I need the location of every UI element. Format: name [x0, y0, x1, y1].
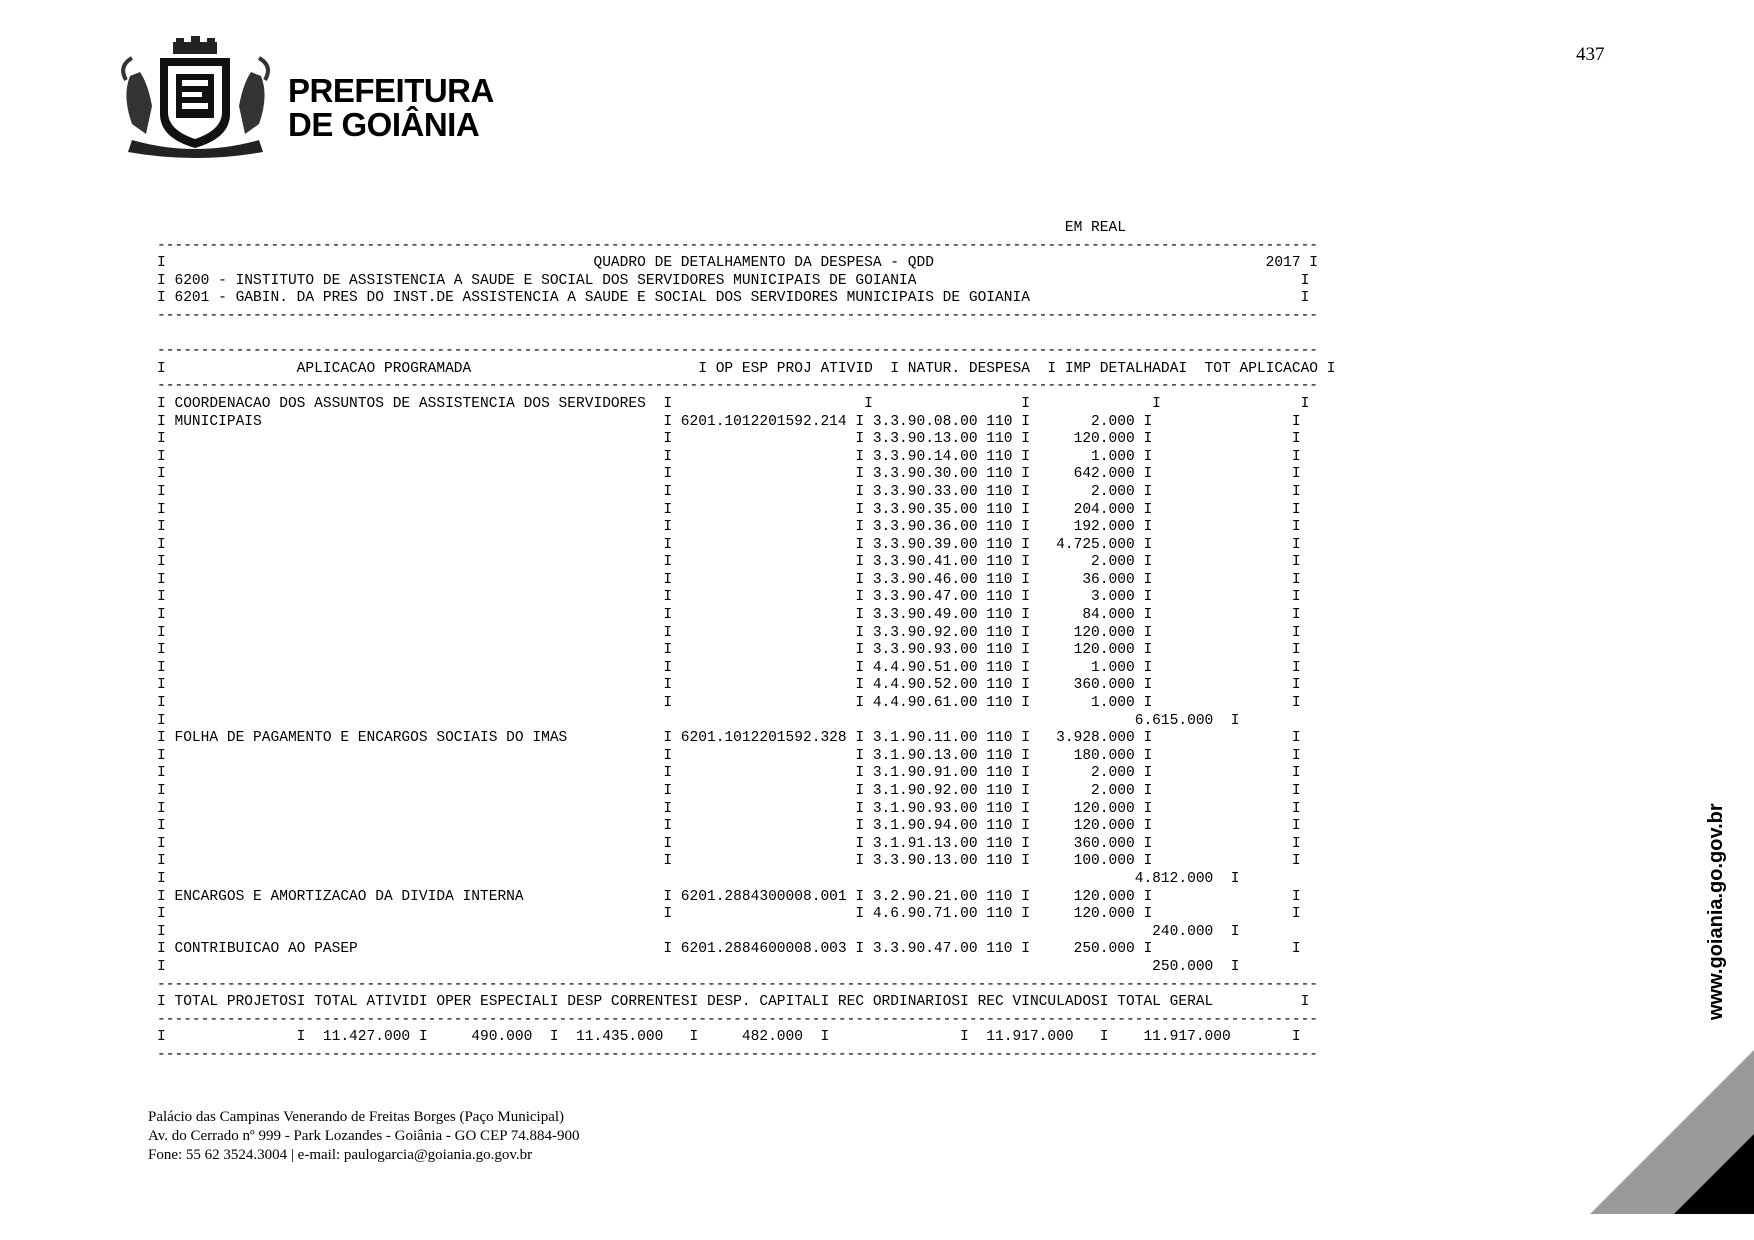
report-line: I 4.812.000 I [157, 870, 1240, 887]
footer-line-1: Palácio das Campinas Venerando de Freitas Borges (Paço Municipal) [148, 1109, 565, 1125]
report-line: I I I 3.3.90.30.00 110 I 642.000 I I [157, 466, 1301, 483]
prefeitura-logo-text [288, 74, 494, 142]
footer-address [148, 1108, 580, 1165]
report-line: I 6201 - GABIN. DA PRES DO INST.DE ASSISTENCIA A SAUDE E SOCIAL DOS SERVIDORES MUNICIPAIS DE GOIANIA I [157, 290, 1310, 307]
report-line: I I I 3.3.90.49.00 110 I 84.000 I I [157, 607, 1301, 624]
report-line: I I I 3.3.90.93.00 110 I 120.000 I I [157, 642, 1301, 659]
report-line: I APLICACAO PROGRAMADA I OP ESP PROJ ATIVID I NATUR. DESPESA I IMP DETALHADAI TOT APLICACAO I [157, 360, 1336, 377]
report-line: I MUNICIPAIS I 6201.1012201592.214 I 3.3.90.08.00 110 I 2.000 I I [157, 413, 1301, 430]
report-line: I I I 4.4.90.51.00 110 I 1.000 I I [157, 659, 1301, 676]
report-line: I I I 3.3.90.47.00 110 I 3.000 I I [157, 589, 1301, 606]
report-line: ------------------------------------------------------------------------------------------------------------------------------------- [157, 378, 1319, 395]
report-line: I QUADRO DE DETALHAMENTO DA DESPESA - QDD 2017 I [157, 255, 1319, 272]
report-line: I I I 3.3.90.13.00 110 I 100.000 I I [157, 853, 1301, 870]
report-line: I TOTAL PROJETOSI TOTAL ATIVIDI OPER ESPECIALI DESP CORRENTESI DESP. CAPITALI REC ORDINARIOSI REC VINCULADOSI TOTAL GERAL I [157, 994, 1310, 1011]
report-line: I I I 3.3.90.36.00 110 I 192.000 I I [157, 519, 1301, 536]
report-line: I I I 3.3.90.14.00 110 I 1.000 I I [157, 448, 1301, 465]
report-line: I COORDENACAO DOS ASSUNTOS DE ASSISTENCIA DOS SERVIDORES I I I I I [157, 395, 1310, 412]
report-line: I 240.000 I [157, 923, 1240, 940]
report-line: I 6.615.000 I [157, 712, 1240, 729]
report-line: I FOLHA DE PAGAMENTO E ENCARGOS SOCIAIS DO IMAS I 6201.1012201592.328 I 3.1.90.11.00 110 I 3.928.000 I I [157, 730, 1301, 747]
report-line: EM REAL [157, 220, 1126, 236]
report-line: I I I 4.4.90.52.00 110 I 360.000 I I [157, 677, 1301, 694]
report-line: I ENCARGOS E AMORTIZACAO DA DIVIDA INTERNA I 6201.2884300008.001 I 3.2.90.21.00 110 I 120.000 I I [157, 888, 1301, 905]
report-line: I 6200 - INSTITUTO DE ASSISTENCIA A SAUDE E SOCIAL DOS SERVIDORES MUNICIPAIS DE GOIANIA I [157, 272, 1310, 289]
report-line: I I 11.427.000 I 490.000 I 11.435.000 I 482.000 I I 11.917.000 I 11.917.000 I [157, 1029, 1301, 1046]
report-line: I I I 3.3.90.39.00 110 I 4.725.000 I I [157, 536, 1301, 553]
side-website-url: www.goiania.go.gov.br [1705, 803, 1727, 1020]
report-line: I I I 3.1.90.92.00 110 I 2.000 I I [157, 783, 1301, 799]
coat-of-arms-emblem [118, 36, 273, 160]
report-line: I I I 3.3.90.35.00 110 I 204.000 I I [157, 501, 1301, 518]
footer-line-3: Fone: 55 62 3524.3004 | e-mail: paulogarcia@goiania.go.gov.br [148, 1147, 533, 1163]
report-line: I I I 3.3.90.41.00 110 I 2.000 I I [157, 554, 1301, 571]
report-line: I I I 4.6.90.71.00 110 I 120.000 I I [157, 906, 1301, 923]
page-number: 437 [1576, 44, 1605, 65]
report-line: I I I 4.4.90.61.00 110 I 1.000 I I [157, 695, 1301, 712]
logo-line-1: PREFEITURA [288, 72, 494, 109]
qdd-report-table [157, 220, 1336, 1065]
report-line [157, 326, 1336, 344]
report-line: ------------------------------------------------------------------------------------------------------------------------------------- [157, 237, 1319, 254]
report-line: I I I 3.3.90.33.00 110 I 2.000 I I [157, 483, 1301, 500]
report-line: ------------------------------------------------------------------------------------------------------------------------------------- [157, 307, 1319, 324]
report-line: I I I 3.3.90.46.00 110 I 36.000 I I [157, 571, 1301, 588]
report-line: I I I 3.1.91.13.00 110 I 360.000 I I [157, 835, 1301, 852]
report-line: I I I 3.3.90.92.00 110 I 120.000 I I [157, 624, 1301, 641]
report-line: I 250.000 I [157, 958, 1240, 975]
report-line: ------------------------------------------------------------------------------------------------------------------------------------- [157, 976, 1319, 993]
footer-line-2: Av. do Cerrado nº 999 - Park Lozandes - Goiânia - GO CEP 74.884-900 [148, 1128, 580, 1144]
report-line: I I I 3.1.90.93.00 110 I 120.000 I I [157, 800, 1301, 817]
report-line: I CONTRIBUICAO AO PASEP I 6201.2884600008.003 I 3.3.90.47.00 110 I 250.000 I I [157, 941, 1301, 958]
report-line: I I I 3.3.90.13.00 110 I 120.000 I I [157, 431, 1301, 448]
report-line: ------------------------------------------------------------------------------------------------------------------------------------- [157, 343, 1319, 360]
corner-decoration [1590, 1050, 1754, 1214]
report-line: I I I 3.1.90.91.00 110 I 2.000 I I [157, 765, 1301, 782]
report-line: I I I 3.1.90.94.00 110 I 120.000 I I [157, 818, 1301, 835]
report-line: ------------------------------------------------------------------------------------------------------------------------------------- [157, 1046, 1319, 1063]
logo-line-2: DE GOIÂNIA [288, 106, 480, 143]
report-line: ------------------------------------------------------------------------------------------------------------------------------------- [157, 1011, 1319, 1028]
report-line: I I I 3.1.90.13.00 110 I 180.000 I I [157, 747, 1301, 764]
